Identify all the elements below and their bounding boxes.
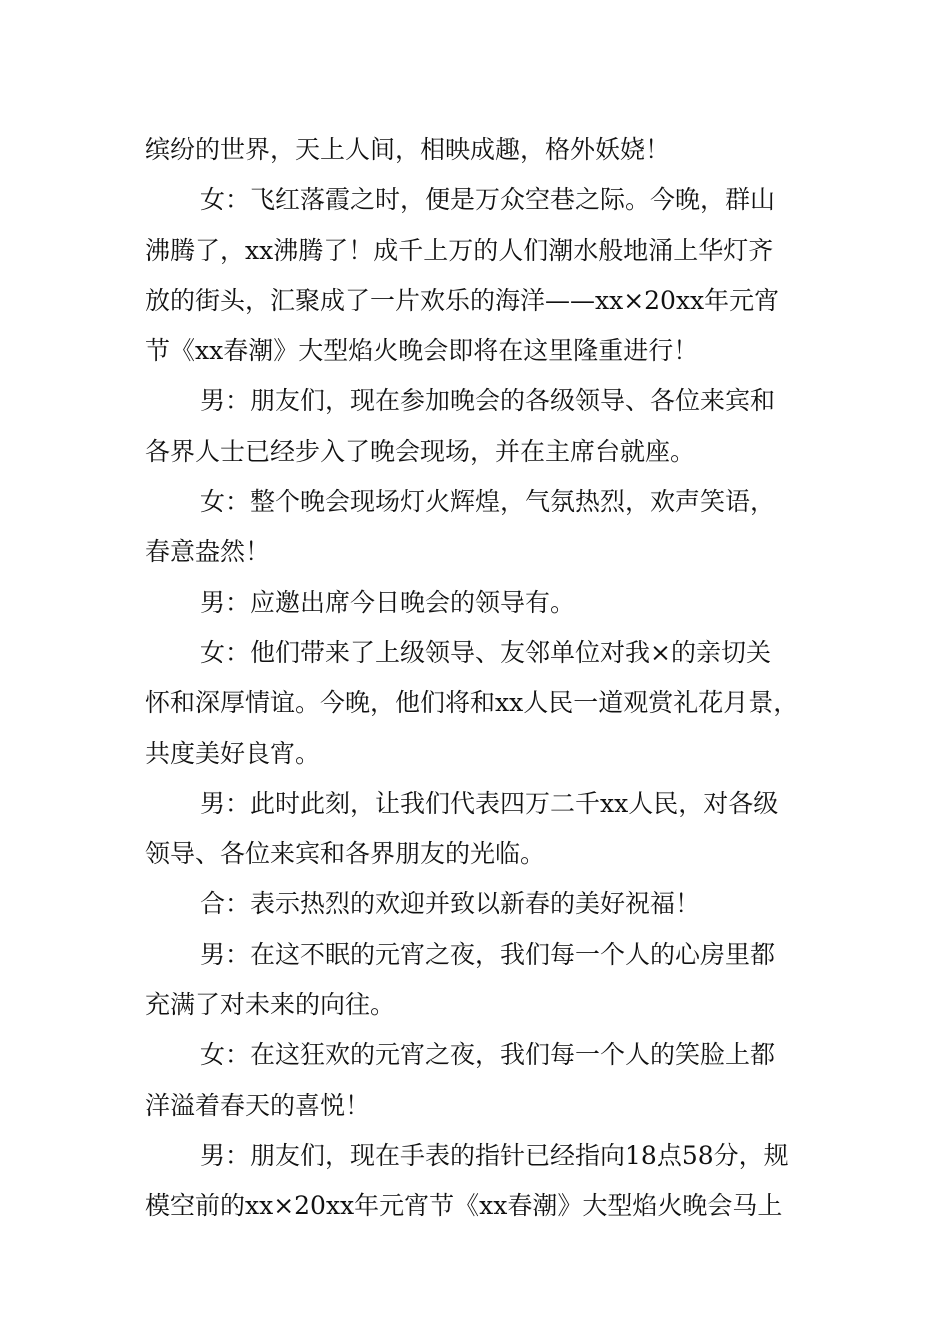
text-line: 节《xx春潮》大型焰火晚会即将在这里隆重进行！ <box>145 336 699 366</box>
text-line: 怀和深厚情谊。今晚，他们将和xx人民一道观赏礼花月景， <box>145 688 799 718</box>
text-line: 各界人士已经步入了晚会现场，并在主席台就座。 <box>145 436 696 466</box>
paragraph-first-line: 女：整个晚会现场灯火辉煌，气氛热烈，欢声笑语， <box>200 487 776 517</box>
paragraph-first-line: 男：在这不眠的元宵之夜，我们每一个人的心房里都 <box>200 939 776 969</box>
text-line: 模空前的xx×20xx年元宵节《xx春潮》大型焰火晚会马上 <box>145 1191 783 1221</box>
paragraph-first-line: 女：他们带来了上级领导、友邻单位对我×的亲切关 <box>200 637 771 667</box>
paragraph-first-line: 男：此时此刻，让我们代表四万二千xx人民，对各级 <box>200 788 779 818</box>
text-line: 共度美好良宵。 <box>145 738 321 768</box>
paragraph-first-line: 合：表示热烈的欢迎并致以新春的美好祝福！ <box>200 889 701 919</box>
paragraph-first-line: 女：在这狂欢的元宵之夜，我们每一个人的笑脸上都 <box>200 1040 776 1070</box>
text-line: 春意盎然！ <box>145 537 271 567</box>
paragraph-first-line: 女：飞红落霞之时，便是万众空巷之际。今晚，群山 <box>200 185 776 215</box>
text-line: 洋溢着春天的喜悦！ <box>145 1090 371 1120</box>
text-line: 领导、各位来宾和各界朋友的光临。 <box>145 839 546 869</box>
document-body <box>145 125 810 1232</box>
paragraph-first-line: 男：应邀出席今日晚会的领导有。 <box>200 587 576 617</box>
paragraph-first-line: 男：朋友们，现在参加晚会的各级领导、各位来宾和 <box>200 386 776 416</box>
paragraph-first-line: 男：朋友们，现在手表的指针已经指向18点58分，规 <box>200 1140 789 1170</box>
text-line: 放的街头，汇聚成了一片欢乐的海洋——xx×20xx年元宵 <box>145 285 780 315</box>
text-line: 缤纷的世界，天上人间，相映成趣，格外妖娆！ <box>145 135 671 164</box>
text-line: 充满了对未来的向往。 <box>145 990 396 1020</box>
text-line: 沸腾了，xx沸腾了！成千上万的人们潮水般地涌上华灯齐 <box>145 235 774 265</box>
